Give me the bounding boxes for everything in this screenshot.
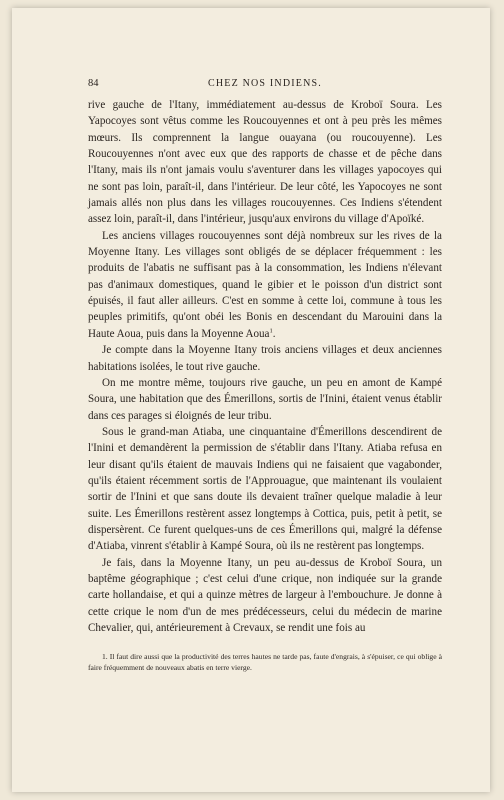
page-number: 84 [88,78,99,89]
paragraph-1: rive gauche de l'Itany, immédiatement au-dessus de Kroboï Soura. Les Yapocoyes sont vêtus comme les Roucouyennes et ont à peu près les mêmes mœurs. Ils comprennent la langue ouayana (ou roucouyenne). Les Roucouyennes n'ont avec eux que des rapports de chasse et de pêche dans l'Itany, mais ils n'ont jamais voulu s'aventurer dans les villages yapocoyes qui ne sont pas loin, paraît-il, dans l'intérieur. De leur côté, les Yapocoyes ne sont jamais allés non plus dans les villages roucouyennes. Ces Indiens s'étendent assez loin, paraît-il, dans l'intérieur, jusqu'aux environs du village d'Apoïké. [88,99,442,226]
running-head: CHEZ NOS INDIENS. [207,78,322,89]
page-header [88,78,442,94]
paragraph-2: Les anciens villages roucouyennes sont déjà nombreux sur les rives de la Moyenne Itany. Les villages sont obligés de se déplacer fréquemment : les produits de l'abatis ne suffisant pas à la consommation, les Indiens n'élevant pas d'animaux domestiques, quand le gibier et le poisson d'un district sont épuisés, il faut aller ailleurs. C'est en somme à cette loi, commune à tous les peuples primitifs, qu'ont obéi les Bonis en descendant du Marouini dans la Haute Aoua, puis dans la Moyenne Aoua$^1$. [88,229,442,340]
footnote-reference: 1 [269,327,273,335]
paragraph-2-text: Les anciens villages roucouyennes sont déjà nombreux sur les rives de la Moyenne Itany. Les villages sont obligés de se déplacer fréquemment : les produits de l'abatis ne suffisant pas à la consommation, les Indiens n'élevant pas d'animaux domestiques, quand le gibier et le poisson d'un district sont épuisés, il faut aller ailleurs. C'est en somme à cette loi, commune à tous les peuples primitifs, qu'ont obéi les Bonis en descendant du Marouini dans la Haute Aoua, puis dans la Moyenne Aoua [88,229,442,340]
paragraph-6: Je fais, dans la Moyenne Itany, un peu au-dessus de Kroboï Soura, un baptême géographique ; c'est celui d'une crique, non indiquée sur la grande carte hollandaise, et qui a quinze mètres de largeur à l'embouchure. Je donne à cette crique le nom d'un de mes prédécesseurs, celui du médecin de marine Chevalier, qui, antérieurement à Crevaux, se rendit une fois au [88,556,442,634]
paragraph-5: Sous le grand-man Atiaba, une cinquantaine d'Émerillons descendirent de l'Inini et demandèrent la permission de s'établir dans l'Itany. Atiaba refusa en leur disant qu'ils étaient de mauvais Indiens qui ne faisaient que vagabonder, qu'ils étaient récemment sortis de l'Approuague, que maintenant ils voulaient sortir de l'Inini et que sans doute ils devaient traîner quelque maladie à leur suite. Les Émerillons restèrent assez longtemps à Cottica, puis, petit à petit, se dispersèrent. Ce furent quelques-uns de ces Émerillons qui, malgré la défense d'Atiaba, vinrent s'établir à Kampé Soura, où ils ne restèrent pas longtemps. [88,425,442,553]
body-text [88,97,442,636]
footnote: 1. Il faut dire aussi que la productivité des terres hautes ne tarde pas, faute d'engrais, à s'épuiser, ce qui oblige à faire fréquemment de nouveaux abatis en terre vierge. [88,652,442,672]
paragraph-4: On me montre même, toujours rive gauche, un peu en amont de Kampé Soura, une habitation que des Émerillons, sortis de l'Inini, étaient venus établir dans ces parages si éloignés de leur tribu. [88,376,442,422]
paragraph-3: Je compte dans la Moyenne Itany trois anciens villages et deux anciennes habitations isolées, le tout rive gauche. [88,344,442,373]
